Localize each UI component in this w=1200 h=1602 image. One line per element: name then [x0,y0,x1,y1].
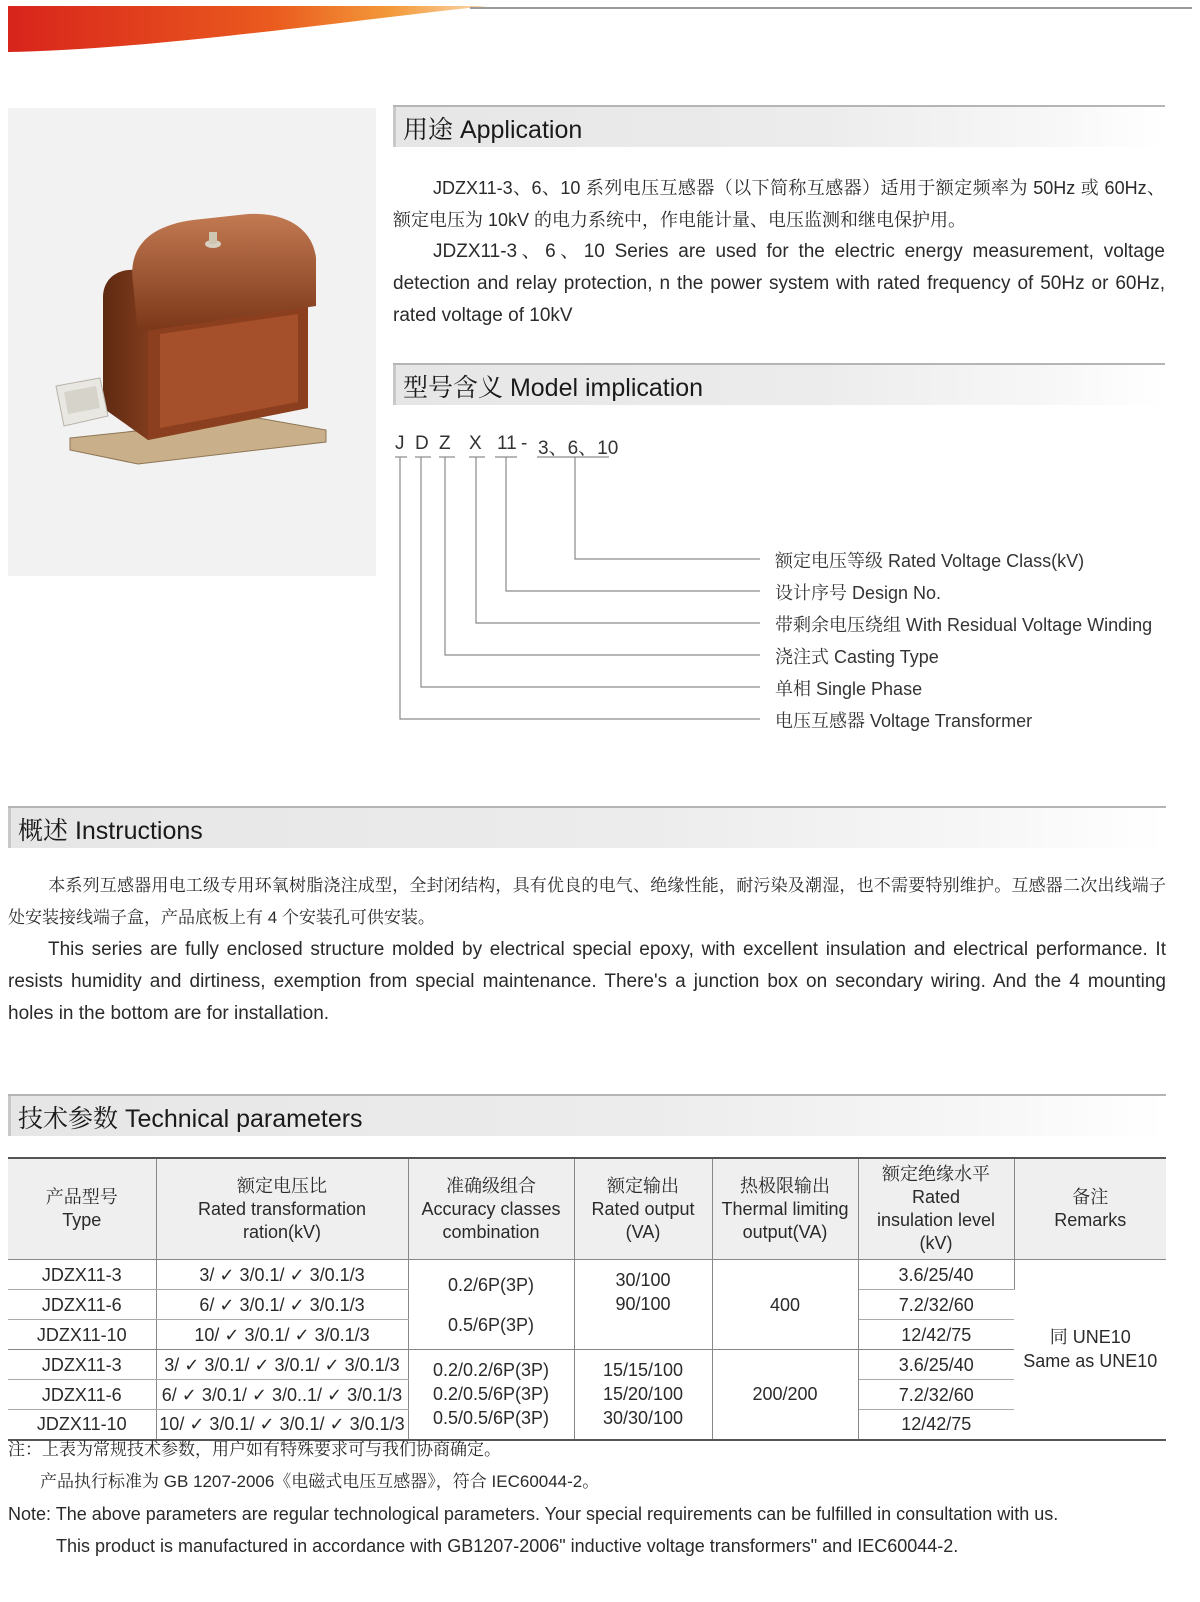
cell-ratio: 6/ ✓ 3/0.1/ ✓ 3/0..1/ ✓ 3/0.1/3 [156,1380,408,1410]
code-design-no: 11 [497,433,517,454]
cell-type: JDZX11-3 [8,1260,156,1290]
header-swoosh-graphic [8,6,488,52]
cell-type: JDZX11-3 [8,1350,156,1380]
application-paragraph-en [393,236,1165,332]
application-heading [393,105,1165,147]
cell-accuracy-group-b: 0.2/0.2/6P(3P) 0.2/0.5/6P(3P) 0.5/0.5/6P(3P) [408,1350,574,1440]
code-dash: - [521,433,528,454]
header-ratio: 额定电压比 Rated transformation ration(kV) [156,1158,408,1260]
header-insulation: 额定绝缘水平 Rated insulation level (kV) [858,1158,1014,1260]
label-design-no: 设计序号 Design No. [775,583,942,603]
technical-parameters-table [8,1157,1166,1441]
header-remarks: 备注 Remarks [1014,1158,1166,1260]
cell-insulation: 7.2/32/60 [858,1290,1014,1320]
header-rule [470,7,1192,9]
instructions-paragraph-cn [8,870,1166,934]
cell-ratio: 3/ ✓ 3/0.1/ ✓ 3/0.1/ ✓ 3/0.1/3 [156,1350,408,1380]
cell-ratio: 3/ ✓ 3/0.1/ ✓ 3/0.1/3 [156,1260,408,1290]
cell-insulation: 3.6/25/40 [858,1350,1014,1380]
cell-accuracy-group-a: 0.2/6P(3P) 0.5/6P(3P) [408,1260,574,1350]
header-thermal-output: 热极限输出 Thermal limiting output(VA) [712,1158,858,1260]
code-letter-x: X [469,433,482,454]
note-en-1: Note: The above parameters are regular technological parameters. Your special requirements can be fulfilled in consultation with us. [8,1504,1059,1524]
cell-thermal-group-a: 400 [712,1260,858,1350]
cell-ratio: 10/ ✓ 3/0.1/ ✓ 3/0.1/3 [156,1320,408,1350]
heading-accent [8,808,11,848]
cell-insulation: 12/42/75 [901,1414,972,1435]
model-heading-text: 型号含义 Model implication [403,374,704,402]
cell-insulation: 3.6/25/40 [858,1260,1014,1290]
cell-insulation: 12/42/75 [858,1320,1014,1350]
label-residual-winding: 带剩余电压绕组 With Residual Voltage Winding [775,615,1153,635]
application-paragraph-cn [393,172,1165,236]
label-rated-voltage-class: 额定电压等级 Rated Voltage Class(kV) [775,551,1085,571]
cell-ratio: 10/ ✓ 3/0.1/ ✓ 3/0.1/ ✓ 3/0.1/3 [156,1410,408,1440]
model-heading [393,363,1165,405]
heading-accent [393,107,396,147]
instructions-text-cn: 本系列互感器用电工级专用环氧树脂浇注成型，全封闭结构，具有优良的电气、绝缘性能，耐污染及潮湿，也不需要特别维护。互感器二次出线端子处安装接线端子盒，产品底板上有 4 个安装孔可供安装。 [8,876,1166,927]
instructions-paragraph-en [8,934,1166,1030]
cell-type: JDZX11-10 [8,1320,156,1350]
heading-accent [393,365,396,405]
code-letter-z: Z [439,433,451,454]
label-casting-type: 浇注式 Casting Type [775,647,939,667]
note-en-2: This product is manufactured in accordance with GB1207-2006" inductive voltage transformers" and IEC60044-2. [56,1536,959,1556]
cell-remarks: 同 UNE10 Same as UNE10 [1023,1327,1158,1372]
application-text-cn: JDZX11-3、6、10 系列电压互感器（以下简称互感器）适用于额定频率为 50Hz 或 60Hz、额定电压为 10kV 的电力系统中，作电能计量、电压监测和继电保护用。 [393,178,1165,230]
header-type: 产品型号 Type [8,1158,156,1260]
cell-thermal-group-b: 200/200 [712,1350,858,1440]
note-cn-1: 注：上表为常规技术参数，用户如有特殊要求可与我们协商确定。 [8,1440,501,1459]
application-text-en: JDZX11-3、6、10 Series are used for the electric energy measurement, voltage detection and relay protection, n the power system with rated frequency of 50Hz or 60Hz, rated voltage of 10kV [393,241,1165,326]
code-letter-d: D [415,433,429,454]
cell-type: JDZX11-10 [8,1410,156,1440]
instructions-heading [8,806,1166,848]
label-voltage-transformer: 电压互感器 Voltage Transformer [775,711,1033,731]
product-photo [8,108,376,576]
code-letter-j: J [395,433,405,454]
cell-type: JDZX11-6 [8,1380,156,1410]
cell-ratio: 6/ ✓ 3/0.1/ ✓ 3/0.1/3 [156,1290,408,1320]
cell-output-group-a: 30/100 90/100 [574,1260,712,1350]
application-heading-text: 用途 Application [403,116,583,144]
cell-insulation: 7.2/32/60 [858,1380,1014,1410]
table-row [8,1260,1166,1290]
table-header-row [8,1158,1166,1260]
header-rated-output: 额定输出 Rated output (VA) [574,1158,712,1260]
note-cn-2: 产品执行标准为 GB 1207-2006《电磁式电压互感器》，符合 IEC60044-2。 [40,1472,600,1491]
instructions-heading-text: 概述 Instructions [18,817,203,845]
header-accuracy: 准确级组合 Accuracy classes combination [408,1158,574,1260]
instructions-text-en: This series are fully enclosed structure molded by electrical special epoxy, with excellent insulation and electrical performance. It resists humidity and dirtiness, exemption from special maintenance. There's a junction box on secondary wiring. And the 4 mounting holes in the bottom are for installation. [8,939,1166,1024]
technical-heading [8,1094,1166,1136]
technical-heading-text: 技术参数 Technical parameters [18,1105,363,1133]
model-code-diagram [395,425,1195,755]
cell-output-group-b: 15/15/100 15/20/100 30/30/100 [574,1350,712,1440]
table-row [8,1350,1166,1380]
cell-type: JDZX11-6 [8,1290,156,1320]
heading-accent [8,1096,11,1136]
label-single-phase: 单相 Single Phase [775,679,923,699]
code-voltage-class: 3、6、10 [538,438,619,459]
